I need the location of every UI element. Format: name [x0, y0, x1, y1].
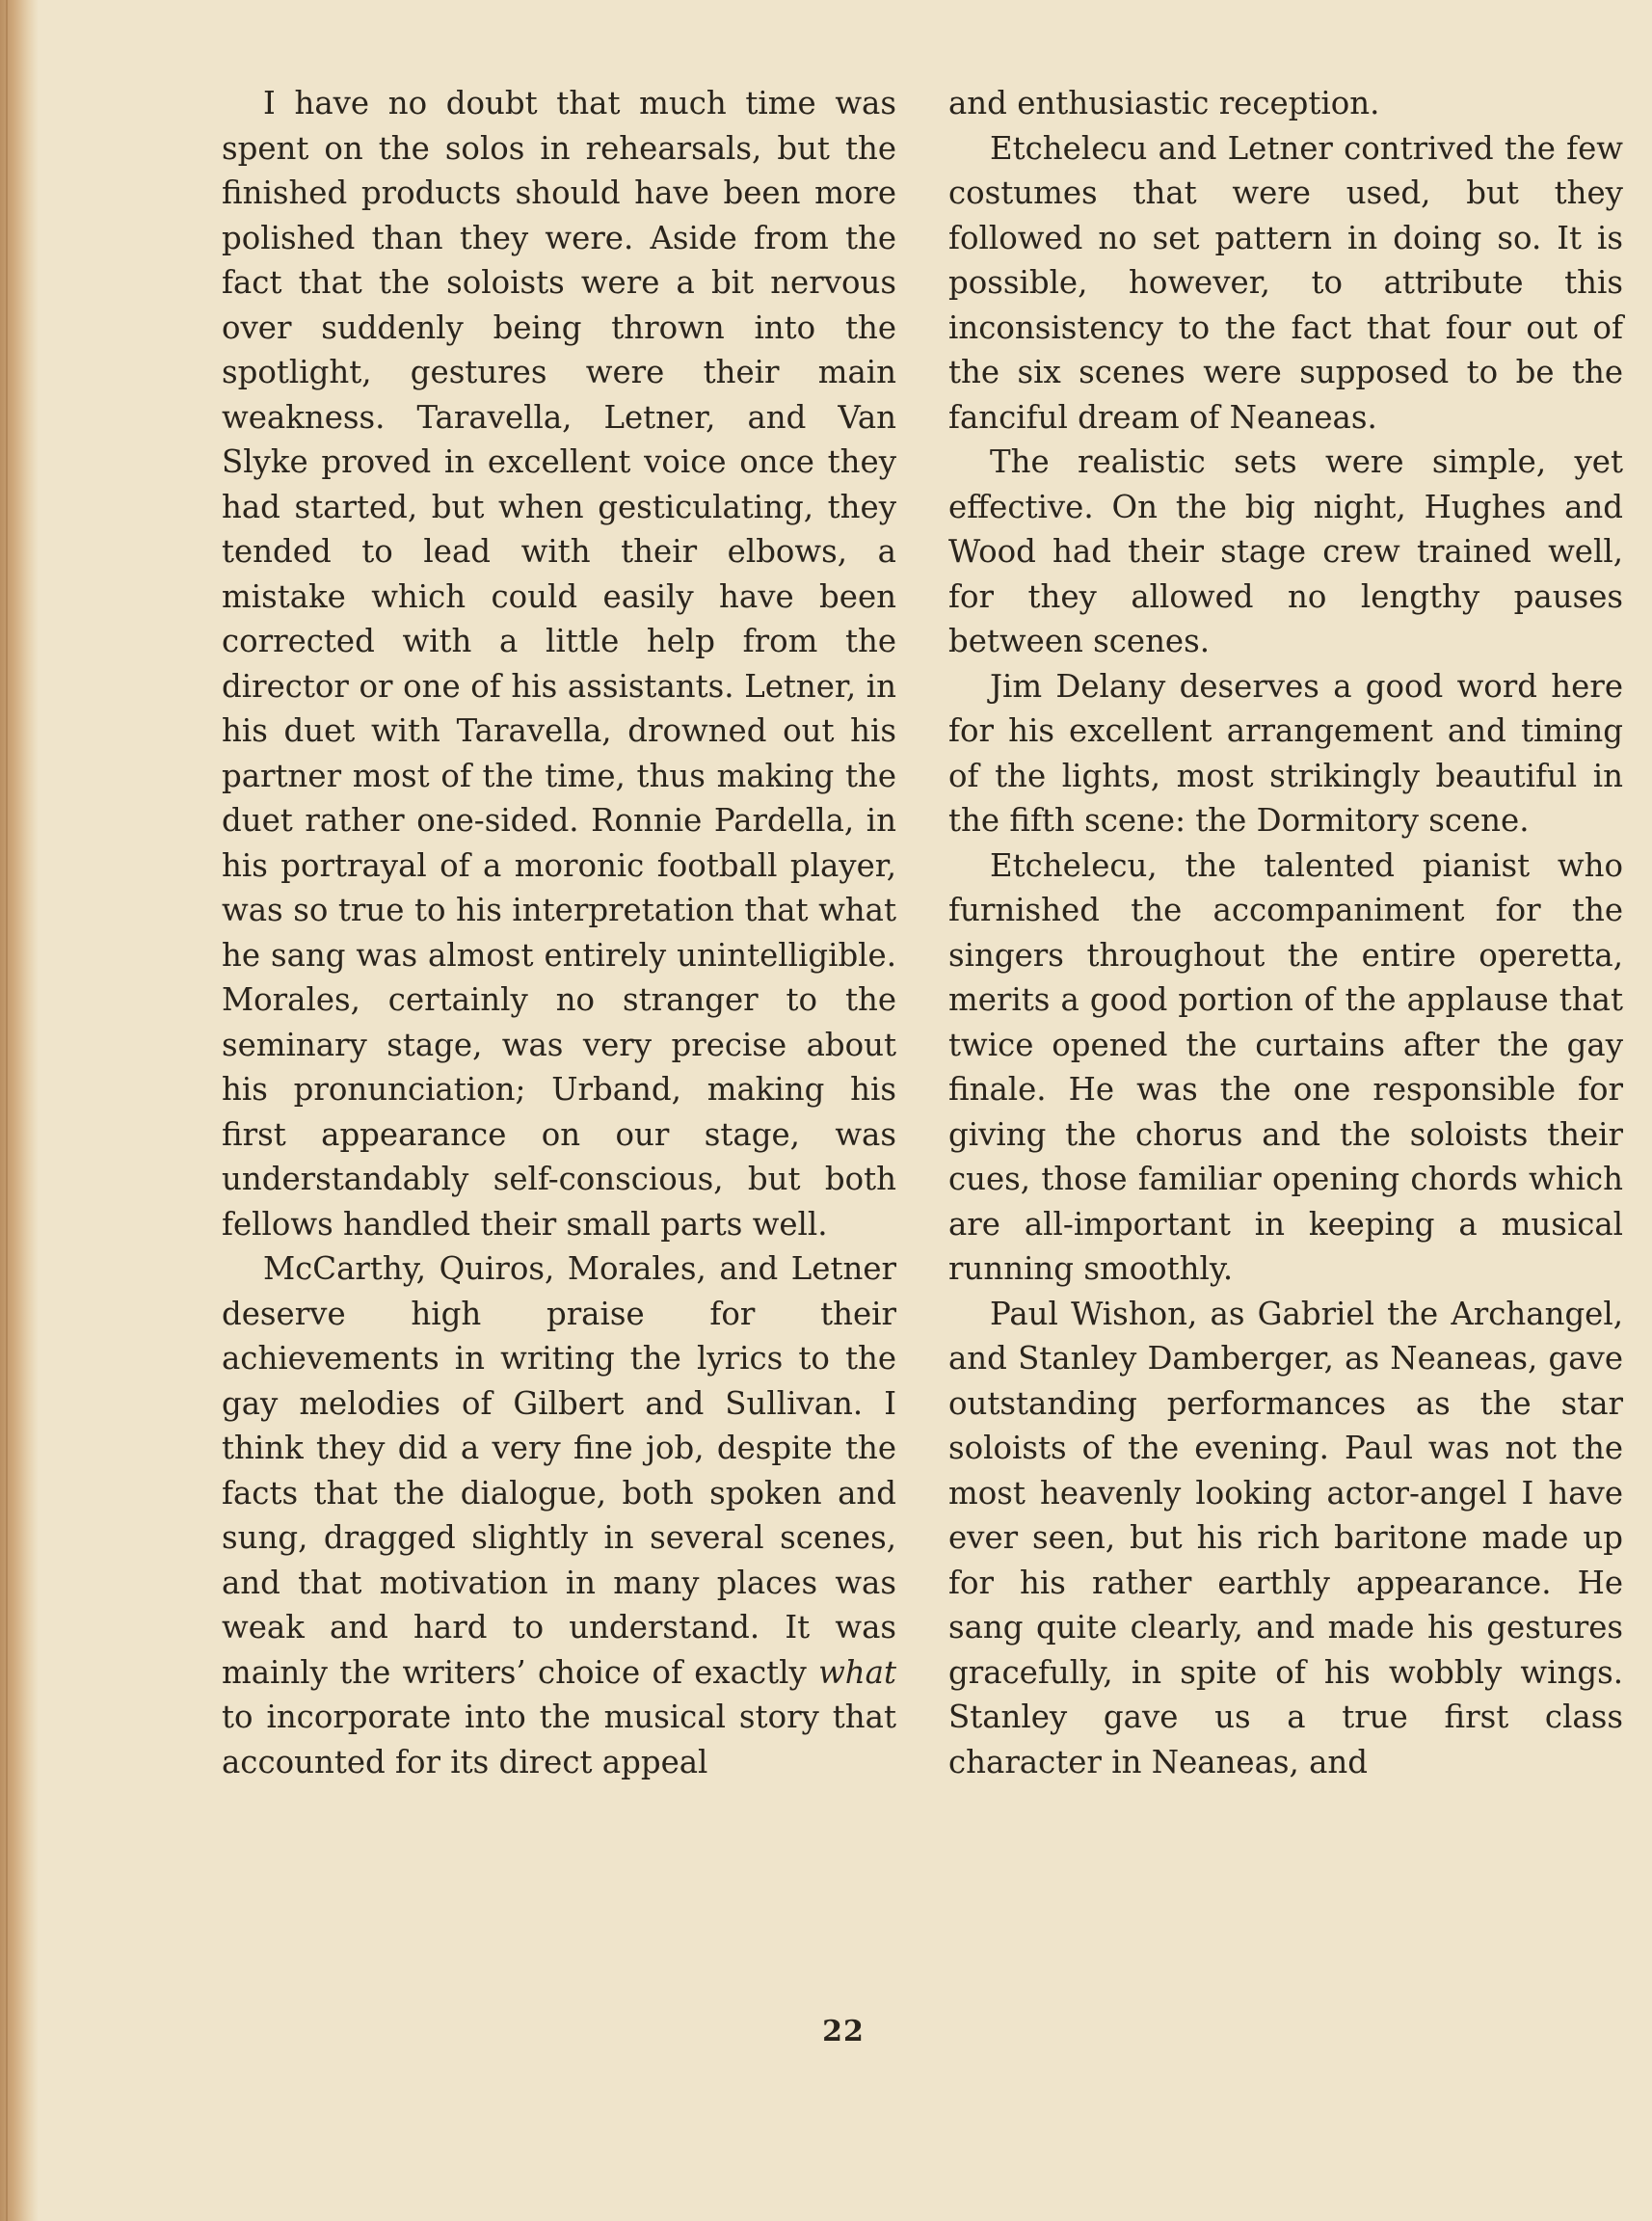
emphasized-word: what — [818, 1653, 896, 1691]
page-binding-edge — [0, 0, 39, 2221]
right-paragraph-1: and enthusiastic reception. — [948, 85, 1380, 121]
right-paragraph-5: Etchelecu, the talented pianist who furnished the accompaniment for the singers throughout the entire operetta, merits a good portion of the applause that twice opened the curtains after the gay finale. He was the one responsible for giving the chorus and the soloists their cues, those familiar opening chords which are all-important in keeping a musical running smoothly. — [948, 846, 1623, 1287]
right-paragraph-4: Jim Delany deserves a good word here for his excellent arrangement and timing of the lights, most strikingly beautiful in the fifth scene: the Dormitory scene. — [948, 667, 1623, 839]
right-column — [948, 81, 1623, 1784]
left-column — [222, 81, 896, 1784]
left-paragraph-2 — [222, 1246, 896, 1784]
right-paragraph-6: Paul Wishon, as Gabriel the Archangel, and Stanley Damberger, as Neaneas, gave outstanding performances as the star soloists of the evening. Paul was not the most heavenly looking actor-angel I have ever seen, but his rich baritone made up for his rather earthly appearance. He sang quite clearly, and made his gestures gracefully, in spite of his wobbly wings. Stanley gave us a true first class character in Neaneas, and — [948, 1295, 1623, 1780]
page-number-text: 22 — [822, 2015, 865, 2048]
left-paragraph-2-start: McCarthy, Quiros, Morales, and Letner deserve high praise for their achievements in writing the lyrics to the gay melodies of Gilbert and Sullivan. I think they did a very fine job, despite the facts that the dialogue, both spoken and sung, dragged slightly in several scenes, and that motivation in many places was weak and hard to understand. It was mainly the writers’ choice of exactly — [222, 1250, 896, 1691]
right-paragraph-2: Etchelecu and Letner contrived the few costumes that were used, but they followed no set pattern in doing so. It is possible, however, to attribute this inconsistency to the fact that four out of the six scenes were supposed to be the fanciful dream of Neaneas. — [948, 129, 1623, 436]
left-paragraph-1: I have no doubt that much time was spent on the solos in rehearsals, but the finished products should have been more polished than they were. Aside from the fact that the soloists were a bit nervous over suddenly being thrown into the spotlight, gestures were their main weakness. Taravella, Letner, and Van Slyke proved in excellent voice once they had started, but when gesticulating, they tended to lead with their elbows, a mistake which could easily have been corrected with a little help from the director or one of his assistants. Letner, in his duet with Taravella, drowned out his partner most of the time, thus making the duet rather one-sided. Ronnie Pardella, in his portrayal of a moronic football player, was so true to his interpretation that what he sang was almost entirely unintelligible. Morales, certainly no stranger to the seminary stage, was very precise about his pronunciation; Urband, making his first appearance on our stage, was understandably self-conscious, but both fellows handled their small parts well. — [222, 85, 896, 1243]
left-paragraph-2-end: to incorporate into the musical story that accounted for its direct appeal — [222, 1699, 896, 1780]
page-number — [0, 2015, 1652, 2048]
right-paragraph-3: The realistic sets were simple, yet effective. On the big night, Hughes and Wood had their stage crew trained well, for they allowed no lengthy pauses between scenes. — [948, 443, 1623, 659]
binding-line — [6, 0, 8, 2221]
